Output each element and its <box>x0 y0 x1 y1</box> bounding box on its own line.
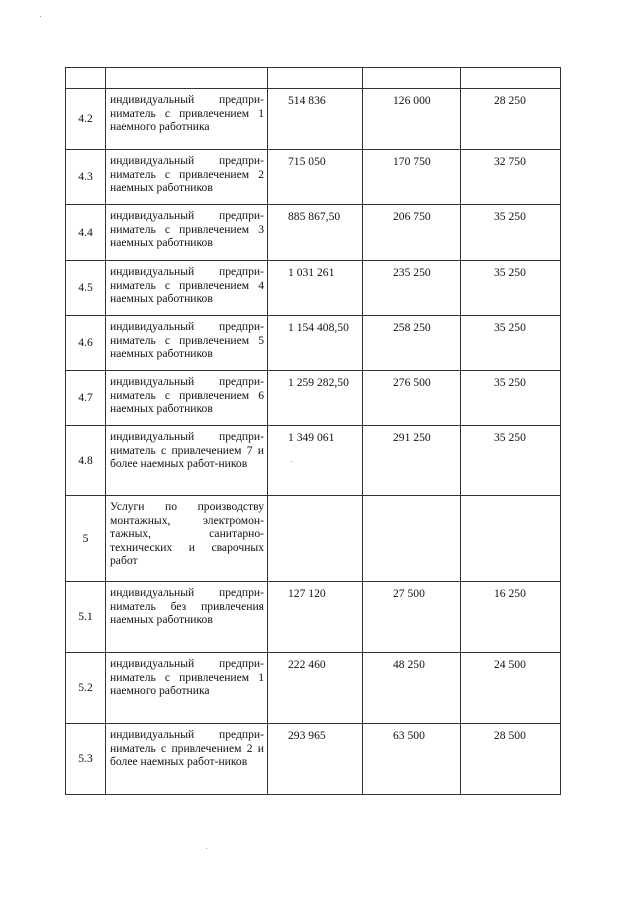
table-row <box>66 89 561 150</box>
tariff-table <box>65 67 561 795</box>
value-col-1: 715 050 <box>268 150 363 205</box>
row-number: 5.1 <box>66 582 106 653</box>
value-col-3: 24 500 <box>461 653 561 724</box>
value-col-3: 16 250 <box>461 582 561 653</box>
row-number: 5.3 <box>66 724 106 795</box>
header-cell <box>106 68 268 89</box>
header-cell <box>363 68 461 89</box>
value-col-2: 276 500 <box>363 371 461 426</box>
value-col-1: 885 867,50 <box>268 205 363 261</box>
value-col-1: 1 154 408,50 <box>268 316 363 371</box>
value-col-1: 293 965 <box>268 724 363 795</box>
section-description: Услуги по производству монтажных, электромон-тажных, санитарно-технических и сварочных работ <box>106 496 268 582</box>
value-col-1: 514 836 <box>268 89 363 150</box>
row-number: 4.2 <box>66 89 106 150</box>
row-description: индивидуальный предпри-ниматель с привлечением 1 наемного работника <box>106 653 268 724</box>
row-number: 4.4 <box>66 205 106 261</box>
table-row <box>66 150 561 205</box>
value-col-2: 291 250 <box>363 426 461 496</box>
row-number: 4.5 <box>66 261 106 316</box>
row-description: индивидуальный предпри-ниматель с привлечением 7 и более наемных работ-ников <box>106 426 268 496</box>
value-col-1: 1 031 261 <box>268 261 363 316</box>
row-description: индивидуальный предпри-ниматель с привлечением 3 наемных работников <box>106 205 268 261</box>
row-number: 4.6 <box>66 316 106 371</box>
row-number: 5 <box>66 496 106 582</box>
row-description: индивидуальный предпри-ниматель с привлечением 2 наемных работников <box>106 150 268 205</box>
row-description: индивидуальный предпри-ниматель с привлечением 1 наемного работника <box>106 89 268 150</box>
value-col-3: 28 250 <box>461 89 561 150</box>
row-description: индивидуальный предпри-ниматель с привлечением 5 наемных работников <box>106 316 268 371</box>
value-col-2: 27 500 <box>363 582 461 653</box>
scan-speck <box>206 848 207 849</box>
value-col-3 <box>461 496 561 582</box>
row-description: индивидуальный предпри-ниматель с привлечением 6 наемных работников <box>106 371 268 426</box>
value-col-2: 126 000 <box>363 89 461 150</box>
value-col-3: 35 250 <box>461 426 561 496</box>
value-col-3: 35 250 <box>461 205 561 261</box>
row-description: индивидуальный предпри-ниматель с привлечением 2 и более наемных работ-ников <box>106 724 268 795</box>
value-col-2: 63 500 <box>363 724 461 795</box>
value-col-3: 35 250 <box>461 261 561 316</box>
value-col-3: 35 250 <box>461 371 561 426</box>
value-col-2: 206 750 <box>363 205 461 261</box>
row-number: 5.2 <box>66 653 106 724</box>
value-col-1: 1 349 061 <box>268 426 363 496</box>
row-number: 4.3 <box>66 150 106 205</box>
row-number: 4.7 <box>66 371 106 426</box>
table-row <box>66 426 561 496</box>
value-col-3: 35 250 <box>461 316 561 371</box>
table-row <box>66 724 561 795</box>
value-col-2: 258 250 <box>363 316 461 371</box>
row-description: индивидуальный предпри-ниматель с привлечением 4 наемных работников <box>106 261 268 316</box>
value-col-2 <box>363 496 461 582</box>
scan-speck <box>40 16 41 17</box>
value-col-1 <box>268 496 363 582</box>
table-row-section <box>66 496 561 582</box>
value-col-2: 235 250 <box>363 261 461 316</box>
value-col-1: 1 259 282,50 <box>268 371 363 426</box>
value-col-3: 28 500 <box>461 724 561 795</box>
value-col-3: 32 750 <box>461 150 561 205</box>
header-cell <box>268 68 363 89</box>
value-col-2: 48 250 <box>363 653 461 724</box>
row-number: 4.8 <box>66 426 106 496</box>
table-row <box>66 653 561 724</box>
table-row <box>66 316 561 371</box>
header-cell <box>66 68 106 89</box>
table-row <box>66 582 561 653</box>
table-row <box>66 261 561 316</box>
table-header-row <box>66 68 561 89</box>
value-col-1: 222 460 <box>268 653 363 724</box>
value-col-1: 127 120 <box>268 582 363 653</box>
table-row <box>66 205 561 261</box>
table-row <box>66 371 561 426</box>
row-description: индивидуальный предпри-ниматель без привлечения наемных работников <box>106 582 268 653</box>
value-col-2: 170 750 <box>363 150 461 205</box>
header-cell <box>461 68 561 89</box>
